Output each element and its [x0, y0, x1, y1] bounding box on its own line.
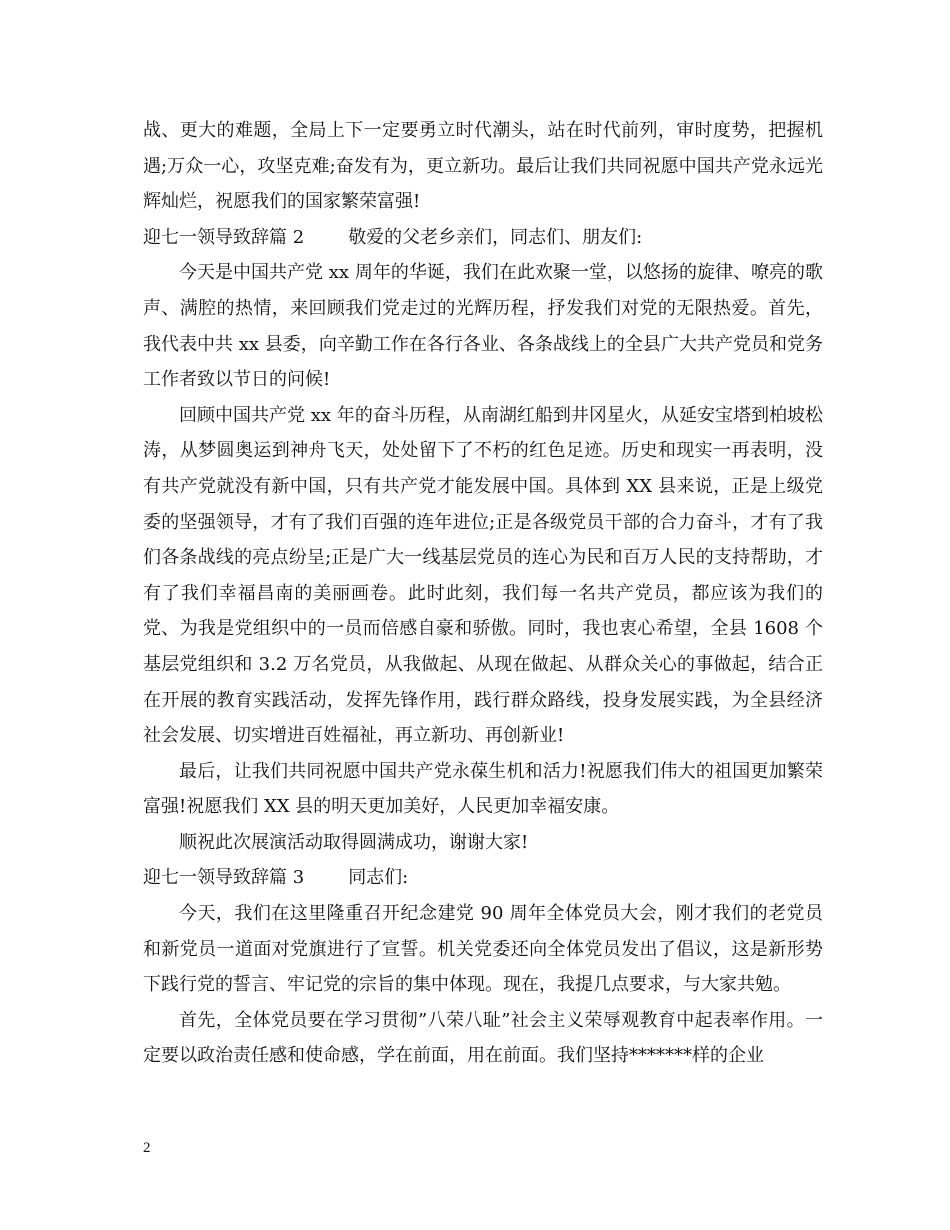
document-body [143, 113, 823, 1074]
section-title: 迎七一领导致辞篇 3 [143, 867, 305, 889]
body-paragraph: 回顾中国共产党 xx 年的奋斗历程，从南湖红船到井冈星火，从延安宝塔到柏坡松涛，从梦圆奥运到神舟飞天，处处留下了不朽的红色足迹。历史和现实一再表明，没有共产党就没有新中国，只有共产党才能发展中国。具体到 XX 县来说，正是上级党委的坚强领导，才有了我们百强的连年进位;正是各级党员干部的合力奋斗，才有了我们各条战线的亮点纷呈;正是广大一线基层党员的连心为民和百万人民的支持帮助，才有了我们幸福昌南的美丽画卷。此时此刻，我们每一名共产党员，都应该为我们的党、为我是党组织中的一员而倍感自豪和骄傲。同时，我也衷心希望，全县 1608 个基层党组织和 3.2 万名党员，从我做起、从现在做起、从群众关心的事做起，结合正在开展的教育实践活动，发挥先锋作用，践行群众路线，投身发展实践，为全县经济社会发展、切实增进百姓福祉，再立新功、再创新业! [143, 404, 823, 747]
body-paragraph: 今天是中国共产党 xx 周年的华诞，我们在此欢聚一堂，以悠扬的旋律、嘹亮的歌声、满腔的热情，来回顾我们党走过的光辉历程，抒发我们对党的无限热爱。首先，我代表中共 xx 县委，向辛勤工作在各行各业、各条战线上的全县广大共产党员和党务工作者致以节日的问候! [143, 262, 823, 391]
body-paragraph: 最后，让我们共同祝愿中国共产党永葆生机和活力!祝愿我们伟大的祖国更加繁荣富强!祝愿我们 XX 县的明天更加美好，人民更加幸福安康。 [143, 760, 823, 818]
section-title: 迎七一领导致辞篇 2 [143, 226, 305, 248]
body-paragraph: 今天，我们在这里隆重召开纪念建党 90 周年全体党员大会，刚才我们的老党员和新党员一道面对党旗进行了宣誓。机关党委还向全体党员发出了倡议，这是新形势下践行党的誓言、牢记党的宗旨的集中体现。现在，我提几点要求，与大家共勉。 [143, 903, 823, 996]
body-paragraph: 首先，全体党员要在学习贯彻”八荣八耻”社会主义荣辱观教育中起表率作用。一定要以政治责任感和使命感，学在前面，用在前面。我们坚持*******样的企业 [143, 1009, 823, 1067]
page-number: 2 [143, 1140, 151, 1156]
section-heading [143, 220, 823, 256]
body-paragraph: 战、更大的难题，全局上下一定要勇立时代潮头，站在时代前列，审时度势，把握机遇;万众一心，攻坚克难;奋发有为，更立新功。最后让我们共同祝愿中国共产党永远光辉灿烂，祝愿我们的国家繁荣富强! [143, 120, 823, 213]
salutation: 敬爱的父老乡亲们，同志们、朋友们: [348, 226, 643, 248]
body-paragraph: 顺祝此次展演活动取得圆满成功，谢谢大家! [179, 831, 529, 853]
salutation: 同志们: [348, 867, 409, 889]
section-heading [143, 860, 823, 896]
